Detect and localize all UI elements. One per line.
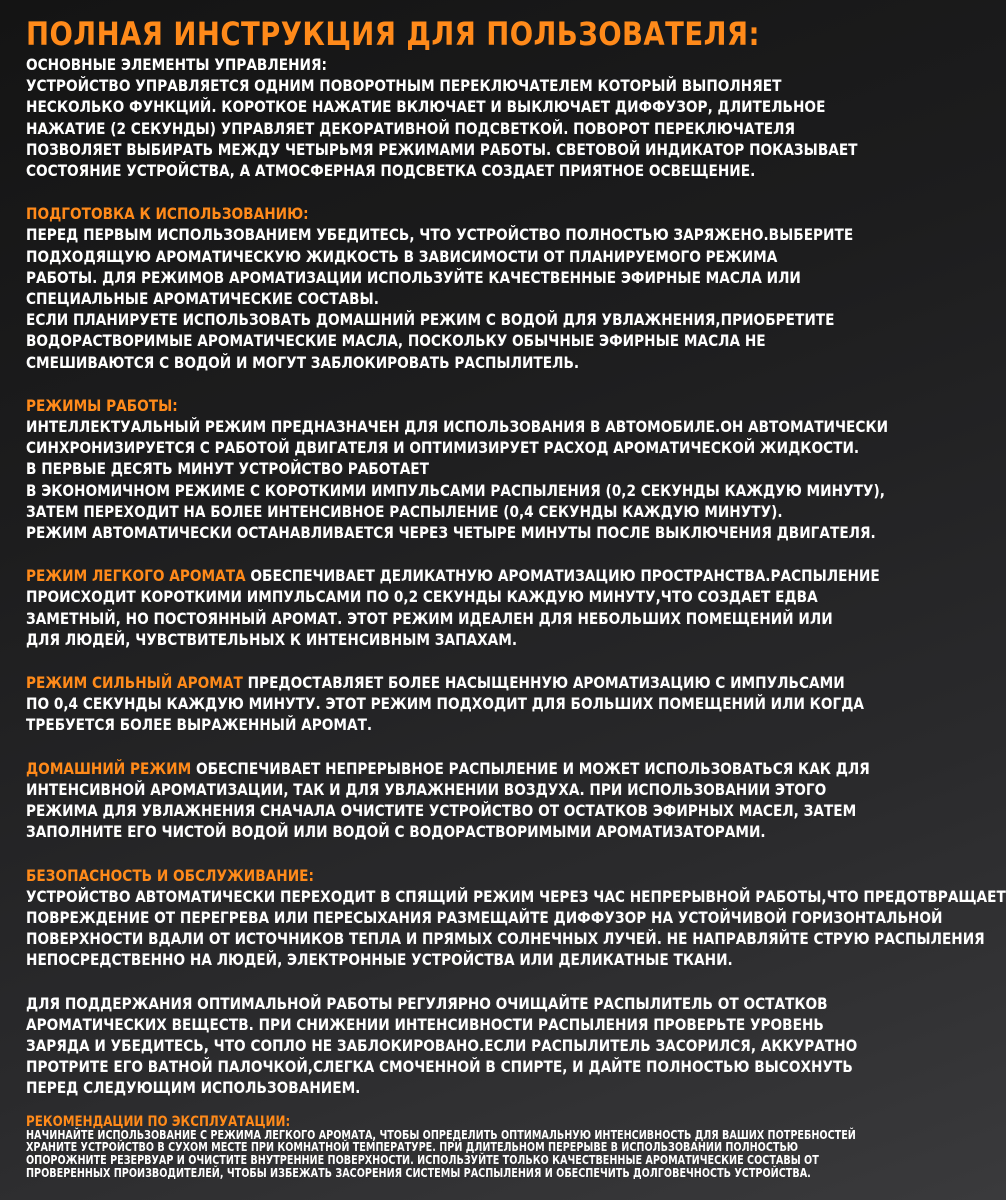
paragraph-line: ЗАПОЛНИТЕ ЕГО ЧИСТОЙ ВОДОЙ ИЛИ ВОДОЙ С ВОДОРАСТВОРИМЫМИ АРОМАТИЗАТОРАМИ.: [26, 822, 766, 842]
paragraph-line: ОПОРОЖНИТЕ РЕЗЕРВУАР И ОЧИСТИТЕ ВНУТРЕННИЕ ПОВЕРХНОСТИ. ИСПОЛЬЗУЙТЕ ТОЛЬКО КАЧЕСТВЕННЫЕ АРОМАТИЧЕСКИЕ СОСТАВЫ ОТ: [26, 1153, 819, 1168]
section-light-mode: [26, 565, 888, 650]
paragraph-line: ХРАНИТЕ УСТРОЙСТВО В СУХОМ МЕСТЕ ПРИ КОМНАТНОЙ ТЕМПЕРАТУРЕ. ПРИ ДЛИТЕЛЬНОМ ПЕРЕРЫВЕ В ИСПОЛЬЗОВАНИИ ПОЛНОСТЬЮ: [26, 1140, 799, 1155]
page-title: ПОЛНАЯ ИНСТРУКЦИЯ ДЛЯ ПОЛЬЗОВАТЕЛЯ:: [26, 15, 760, 53]
paragraph-line: ПЕРЕД СЛЕДУЮЩИМ ИСПОЛЬЗОВАНИЕМ.: [26, 1078, 361, 1098]
paragraph-line: ЗАТЕМ ПЕРЕХОДИТ НА БОЛЕЕ ИНТЕНСИВНОЕ РАСПЫЛЕНИЕ (0,4 СЕКУНДЫ КАЖДУЮ МИНУТУ).: [26, 501, 783, 521]
section-home-mode: [26, 758, 888, 843]
paragraph-line: ПРОТРИТЕ ЕГО ВАТНОЙ ПАЛОЧКОЙ,СЛЕГКА СМОЧЕННОЙ В СПИРТЕ, И ДАЙТЕ ПОЛНОСТЬЮ ВЫСОХНУТЬ: [26, 1057, 853, 1077]
paragraph-line: ВОДОРАСТВОРИМЫЕ АРОМАТИЧЕСКИЕ МАСЛА, ПОСКОЛЬКУ ОБЫЧНЫЕ ЭФИРНЫЕ МАСЛА НЕ: [26, 331, 766, 351]
paragraph-line: ПОДХОДЯЩУЮ АРОМАТИЧЕСКУЮ ЖИДКОСТЬ В ЗАВИСИМОСТИ ОТ ПЛАНИРУЕМОГО РЕЖИМА: [26, 246, 778, 266]
section-heading: БЕЗОПАСНОСТЬ И ОБСЛУЖИВАНИЕ:: [26, 865, 314, 885]
paragraph-line: СИНХРОНИЗИРУЕТСЯ С РАБОТОЙ ДВИГАТЕЛЯ И ОПТИМИЗИРУЕТ РАСХОД АРОМАТИЧЕСКОЙ ЖИДКОСТИ.: [26, 438, 860, 458]
mode-label: ДОМАШНИЙ РЕЖИМ: [26, 758, 192, 778]
paragraph-line: РАБОТЫ. ДЛЯ РЕЖИМОВ АРОМАТИЗАЦИИ ИСПОЛЬЗУЙТЕ КАЧЕСТВЕННЫЕ ЭФИРНЫЕ МАСЛА ИЛИ: [26, 267, 801, 287]
paragraph-line: ПЕРЕД ПЕРВЫМ ИСПОЛЬЗОВАНИЕМ УБЕДИТЕСЬ, ЧТО УСТРОЙСТВО ПОЛНОСТЬЮ ЗАРЯЖЕНО.ВЫБЕРИТЕ: [26, 225, 854, 245]
paragraph-line: АРОМАТИЧЕСКИХ ВЕЩЕСТВ. ПРИ СНИЖЕНИИ ИНТЕНСИВНОСТИ РАСПЫЛЕНИЯ ПРОВЕРЬТЕ УРОВЕНЬ: [26, 1014, 824, 1034]
paragraph-line: ПРОИСХОДИТ КОРОТКИМИ ИМПУЛЬСАМИ ПО 0,2 СЕКУНДЫ КАЖДУЮ МИНУТУ,ЧТО СОЗДАЕТ ЕДВА: [26, 587, 818, 607]
paragraph-line: ЗАМЕТНЫЙ, НО ПОСТОЯННЫЙ АРОМАТ. ЭТОТ РЕЖИМ ИДЕАЛЕН ДЛЯ НЕБОЛЬШИХ ПОМЕЩЕНИЙ ИЛИ: [26, 608, 833, 628]
paragraph-line: НАЧИНАЙТЕ ИСПОЛЬЗОВАНИЕ С РЕЖИМА ЛЕГКОГО АРОМАТА, ЧТОБЫ ОПРЕДЕЛИТЬ ОПТИМАЛЬНУЮ ИНТЕНСИВНОСТЬ ДЛЯ ВАШИХ ПОТРЕБНОСТЕЙ: [26, 1127, 856, 1142]
mode-description: ОБЕСПЕЧИВАЕТ НЕПРЕРЫВНОЕ РАСПЫЛЕНИЕ И МОЖЕТ ИСПОЛЬЗОВАТЬСЯ КАК ДЛЯ: [191, 758, 870, 778]
section-preparation: [26, 203, 888, 373]
paragraph-line: В ПЕРВЫЕ ДЕСЯТЬ МИНУТ УСТРОЙСТВО РАБОТАЕТ: [26, 459, 429, 479]
mode-label: РЕЖИМ СИЛЬНЫЙ АРОМАТ: [26, 673, 243, 693]
paragraph-line: ДЛЯ ПОДДЕРЖАНИЯ ОПТИМАЛЬНОЙ РАБОТЫ РЕГУЛЯРНО ОЧИЩАЙТЕ РАСПЫЛИТЕЛЬ ОТ ОСТАТКОВ: [26, 993, 828, 1013]
paragraph-line: ДЛЯ ЛЮДЕЙ, ЧУВСТВИТЕЛЬНЫХ К ИНТЕНСИВНЫМ ЗАПАХАМ.: [26, 629, 518, 649]
section-safety: [26, 865, 1006, 971]
section-heading: РЕКОМЕНДАЦИИ ПО ЭКСПЛУАТАЦИИ:: [26, 1113, 291, 1130]
paragraph-line: НАЖАТИЕ (2 СЕКУНДЫ) УПРАВЛЯЕТ ДЕКОРАТИВНОЙ ПОДСВЕТКОЙ. ПОВОРОТ ПЕРЕКЛЮЧАТЕЛЯ: [26, 118, 796, 138]
paragraph-line: ПОЗВОЛЯЕТ ВЫБИРАТЬ МЕЖДУ ЧЕТЫРЬМЯ РЕЖИМАМИ РАБОТЫ. СВЕТОВОЙ ИНДИКАТОР ПОКАЗЫВАЕТ: [26, 139, 858, 159]
paragraph-line: СМЕШИВАЮТСЯ С ВОДОЙ И МОГУТ ЗАБЛОКИРОВАТЬ РАСПЫЛИТЕЛЬ.: [26, 352, 580, 372]
instruction-page: [26, 14, 1006, 1180]
paragraph-line: [26, 565, 880, 586]
paragraph-line: ИНТЕНСИВНОЙ АРОМАТИЗАЦИИ, ТАК И ДЛЯ УВЛАЖНЕНИИ ВОЗДУХА. ПРИ ИСПОЛЬЗОВАНИИ ЭТОГО: [26, 779, 827, 799]
paragraph-line: ИНТЕЛЛЕКТУАЛЬНЫЙ РЕЖИМ ПРЕДНАЗНАЧЕН ДЛЯ ИСПОЛЬЗОВАНИЯ В АВТОМОБИЛЕ.ОН АВТОМАТИЧЕСКИ: [26, 417, 889, 437]
mode-description: ПРЕДОСТАВЛЯЕТ БОЛЕЕ НАСЫЩЕННУЮ АРОМАТИЗАЦИЮ С ИМПУЛЬСАМИ: [242, 673, 845, 693]
paragraph-line: В ЭКОНОМИЧНОМ РЕЖИМЕ С КОРОТКИМИ ИМПУЛЬСАМИ РАСПЫЛЕНИЯ (0,2 СЕКУНДЫ КАЖДУЮ МИНУТУ),: [26, 480, 885, 500]
section-controls: [26, 54, 888, 181]
section-heading: РЕЖИМЫ РАБОТЫ:: [26, 395, 178, 415]
paragraph-line: СОСТОЯНИЕ УСТРОЙСТВА, А АТМОСФЕРНАЯ ПОДСВЕТКА СОЗДАЕТ ПРИЯТНОЕ ОСВЕЩЕНИЕ.: [26, 161, 756, 181]
section-recommendations: [26, 1115, 888, 1180]
mode-description: ОБЕСПЕЧИВАЕТ ДЕЛИКАТНУЮ АРОМАТИЗАЦИЮ ПРОСТРАНСТВА.РАСПЫЛЕНИЕ: [245, 566, 880, 586]
paragraph-line: ЗАРЯДА И УБЕДИТЕСЬ, ЧТО СОПЛО НЕ ЗАБЛОКИРОВАНО.ЕСЛИ РАСПЫЛИТЕЛЬ ЗАСОРИЛСЯ, АККУРАТНО: [26, 1035, 858, 1055]
section-maintenance: [26, 993, 888, 1099]
paragraph-line: ТРЕБУЕТСЯ БОЛЕЕ ВЫРАЖЕННЫЙ АРОМАТ.: [26, 715, 373, 735]
paragraph-line: [26, 758, 870, 779]
section-heading: ПОДГОТОВКА К ИСПОЛЬЗОВАНИЮ:: [26, 204, 309, 224]
paragraph-line: НЕСКОЛЬКО ФУНКЦИЙ. КОРОТКОЕ НАЖАТИЕ ВКЛЮЧАЕТ И ВЫКЛЮЧАЕТ ДИФФУЗОР, ДЛИТЕЛЬНОЕ: [26, 97, 826, 117]
paragraph-line: УСТРОЙСТВО АВТОМАТИЧЕСКИ ПЕРЕХОДИТ В СПЯЩИЙ РЕЖИМ ЧЕРЕЗ ЧАС НЕПРЕРЫВНОЙ РАБОТЫ,ЧТО ПРЕДОТВРАЩАЕТ: [26, 886, 1006, 906]
paragraph-line: [26, 672, 845, 693]
paragraph-line: РЕЖИМ АВТОМАТИЧЕСКИ ОСТАНАВЛИВАЕТСЯ ЧЕРЕЗ ЧЕТЫРЕ МИНУТЫ ПОСЛЕ ВЫКЛЮЧЕНИЯ ДВИГАТЕЛЯ.: [26, 523, 876, 543]
paragraph-line: НЕПОСРЕДСТВЕННО НА ЛЮДЕЙ, ЭЛЕКТРОННЫЕ УСТРОЙСТВА ИЛИ ДЕЛИКАТНЫЕ ТКАНИ.: [26, 950, 733, 970]
paragraph-line: УСТРОЙСТВО УПРАВЛЯЕТСЯ ОДНИМ ПОВОРОТНЫМ ПЕРЕКЛЮЧАТЕЛЕМ КОТОРЫЙ ВЫПОЛНЯЕТ: [26, 76, 782, 96]
section-modes: [26, 395, 888, 543]
paragraph-line: ПРОВЕРЕННЫХ ПРОИЗВОДИТЕЛЕЙ, ЧТОБЫ ИЗБЕЖАТЬ ЗАСОРЕНИЯ СИСТЕМЫ РАСПЫЛЕНИЯ И ОБЕСПЕЧИТЬ ДОЛГОВЕЧНОСТЬ УСТРОЙСТВА.: [26, 1165, 811, 1180]
paragraph-line: ПО 0,4 СЕКУНДЫ КАЖДУЮ МИНУТУ. ЭТОТ РЕЖИМ ПОДХОДИТ ДЛЯ БОЛЬШИХ ПОМЕЩЕНИЙ ИЛИ КОГДА: [26, 694, 864, 714]
section-strong-mode: [26, 672, 888, 736]
paragraph-line: ПОВЕРХНОСТИ ВДАЛИ ОТ ИСТОЧНИКОВ ТЕПЛА И ПРЯМЫХ СОЛНЕЧНЫХ ЛУЧЕЙ. НЕ НАПРАВЛЯЙТЕ СТРУЮ РАСПЫЛЕНИЯ: [26, 929, 985, 949]
paragraph-line: РЕЖИМА ДЛЯ УВЛАЖНЕНИЯ СНАЧАЛА ОЧИСТИТЕ УСТРОЙСТВО ОТ ОСТАТКОВ ЭФИРНЫХ МАСЕЛ, ЗАТЕМ: [26, 801, 857, 821]
section-heading: ОСНОВНЫЕ ЭЛЕМЕНТЫ УПРАВЛЕНИЯ:: [26, 55, 327, 74]
paragraph-line: ЕСЛИ ПЛАНИРУЕТЕ ИСПОЛЬЗОВАТЬ ДОМАШНИЙ РЕЖИМ С ВОДОЙ ДЛЯ УВЛАЖНЕНИЯ,ПРИОБРЕТИТЕ: [26, 310, 835, 330]
paragraph-line: ПОВРЕЖДЕНИЕ ОТ ПЕРЕГРЕВА ИЛИ ПЕРЕСЫХАНИЯ РАЗМЕЩАЙТЕ ДИФФУЗОР НА УСТОЙЧИВОЙ ГОРИЗОНТАЛЬНОЙ: [26, 907, 943, 927]
paragraph-line: СПЕЦИАЛЬНЫЕ АРОМАТИЧЕСКИЕ СОСТАВЫ.: [26, 289, 379, 309]
mode-label: РЕЖИМ ЛЕГКОГО АРОМАТА: [26, 566, 246, 586]
